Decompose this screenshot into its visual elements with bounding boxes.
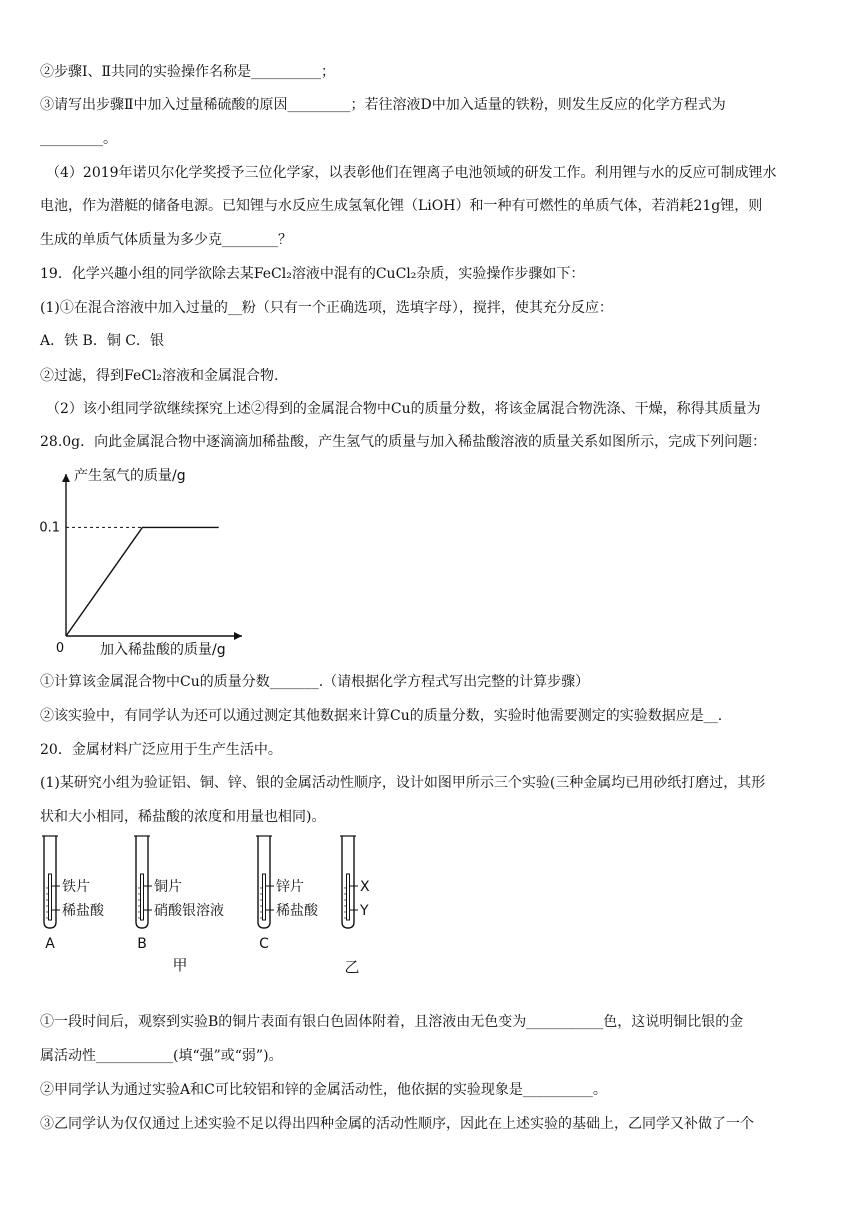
- liquid-dot: [344, 905, 345, 906]
- liquid-dot: [344, 917, 345, 918]
- liquid-dot: [344, 899, 345, 900]
- metal-strip: [263, 874, 266, 920]
- tube-label: 硝酸银溶液: [154, 903, 224, 919]
- caption-jia: 甲: [172, 956, 188, 974]
- text-line: ②步骤Ⅰ、Ⅱ共同的实验操作名称是__________；: [40, 64, 336, 80]
- metal-strip: [347, 874, 350, 920]
- y-axis-arrow: [62, 474, 70, 482]
- metal-strip: [141, 874, 144, 920]
- liquid-dot: [46, 905, 47, 906]
- text-line: 电池，作为潜艇的储备电源。已知锂与水反应生成氢氧化锂（LiOH）和一种有可燃性的单质气体，若消耗21g锂，则: [40, 198, 763, 214]
- tube-letter: A: [45, 936, 55, 952]
- liquid-dot: [260, 917, 261, 918]
- x-axis-label: 加入稀盐酸的质量/g: [100, 642, 226, 658]
- text-line: 属活动性___________(填“强”或“弱”)。: [40, 1048, 283, 1064]
- hydrogen-mass-chart: [34, 462, 274, 666]
- tube-label: X: [360, 879, 370, 895]
- tube-label: 稀盐酸: [62, 903, 104, 919]
- liquid-dot: [344, 893, 345, 894]
- text-line: _________。: [40, 131, 117, 147]
- test-tubes-figure: [36, 830, 456, 980]
- liquid-dot: [138, 893, 139, 894]
- liquid-dot: [46, 917, 47, 918]
- text-line: 28.0g．向此金属混合物中逐滴滴加稀盐酸，产生氢气的质量与加入稀盐酸溶液的质量关系如图所示，完成下列问题：: [40, 434, 767, 450]
- liquid-dot: [138, 905, 139, 906]
- liquid-dot: [260, 887, 261, 888]
- y-axis-label: 产生氢气的质量/g: [74, 468, 186, 484]
- text-line: 生成的单质气体质量为多少克________？: [40, 232, 292, 248]
- text-line: ①一段时间后，观察到实验B的铜片表面有银白色固体附着，且溶液由无色变为___________色，这说明铜比银的金: [40, 1014, 744, 1030]
- test-tube-3: [256, 836, 319, 952]
- text-line: 状和大小相同，稀盐酸的浓度和用量也相同)。: [40, 809, 326, 825]
- liquid-dot: [138, 887, 139, 888]
- text-line: (1)某研究小组为验证铝、铜、锌、银的金属活动性顺序，设计如图甲所示三个实验(三种金属均已用砂纸打磨过，其形: [40, 775, 766, 791]
- liquid-dot: [46, 893, 47, 894]
- liquid-dot: [260, 893, 261, 894]
- text-line: ②过滤，得到FeCl₂溶液和金属混合物.: [40, 368, 279, 384]
- text-line: （2）该小组同学欲继续探究上述②得到的金属混合物中Cu的质量分数，将该金属混合物洗涤、干燥，称得其质量为: [46, 401, 761, 417]
- text-line: ②该实验中，有同学认为还可以通过测定其他数据来计算Cu的质量分数，实验时他需要测定的实验数据应是__.: [40, 708, 723, 724]
- y-tick-label: 0.1: [39, 520, 60, 536]
- liquid-dot: [46, 887, 47, 888]
- chart-svg: [34, 462, 274, 666]
- text-line: ①计算该金属混合物中Cu的质量分数_______.（请根据化学方程式写出完整的计算步骤）: [40, 674, 590, 690]
- liquid-dot: [260, 911, 261, 912]
- text-line: （4）2019年诺贝尔化学奖授予三位化学家，以表彰他们在锂离子电池领域的研发工作。利用锂与水的反应可制成锂水: [46, 165, 777, 181]
- tube-letter: B: [137, 936, 147, 952]
- test-tube-4: [340, 836, 370, 928]
- test-tube-1: [42, 836, 105, 952]
- liquid-dot: [260, 899, 261, 900]
- tube-label: 铁片: [62, 879, 90, 895]
- x-axis-arrow: [234, 632, 242, 640]
- liquid-dot: [138, 899, 139, 900]
- options-line: A．铁 B．铜 C．银: [40, 333, 165, 349]
- liquid-dot: [138, 917, 139, 918]
- series-line: [66, 527, 219, 636]
- question-20-intro: 20．金属材料广泛应用于生产生活中。: [40, 742, 282, 758]
- liquid-dot: [46, 911, 47, 912]
- caption-yi: 乙: [344, 958, 360, 976]
- question-19-intro: 19．化学兴趣小组的同学欲除去某FeCl₂溶液中混有的CuCl₂杂质，实验操作步骤如下：: [40, 266, 585, 282]
- tube-label: Y: [360, 903, 369, 919]
- origin-label: 0: [55, 641, 65, 656]
- text-line: (1)①在混合溶液中加入过量的__粉（只有一个正确选项，选填字母），搅拌，使其充分反应：: [40, 300, 613, 316]
- tube-label: 铜片: [154, 879, 182, 895]
- tube-label: 锌片: [276, 879, 304, 895]
- liquid-dot: [344, 887, 345, 888]
- tubes-svg: [36, 830, 456, 980]
- liquid-dot: [138, 911, 139, 912]
- test-tube-2: [134, 836, 224, 952]
- liquid-dot: [46, 899, 47, 900]
- tube-letter: C: [259, 936, 269, 952]
- liquid-dot: [260, 905, 261, 906]
- tube-label: 稀盐酸: [276, 903, 318, 919]
- text-line: ③请写出步骤Ⅱ中加入过量稀硫酸的原因_________；若往溶液D中加入适量的铁粉，则发生反应的化学方程式为: [40, 97, 726, 113]
- metal-strip: [49, 874, 52, 920]
- liquid-dot: [344, 911, 345, 912]
- text-line: ③乙同学认为仅仅通过上述实验不足以得出四种金属的活动性顺序，因此在上述实验的基础上，乙同学又补做了一个: [40, 1116, 754, 1132]
- text-line: ②甲同学认为通过实验A和C可比较铝和锌的金属活动性，他依据的实验现象是__________。: [40, 1082, 607, 1098]
